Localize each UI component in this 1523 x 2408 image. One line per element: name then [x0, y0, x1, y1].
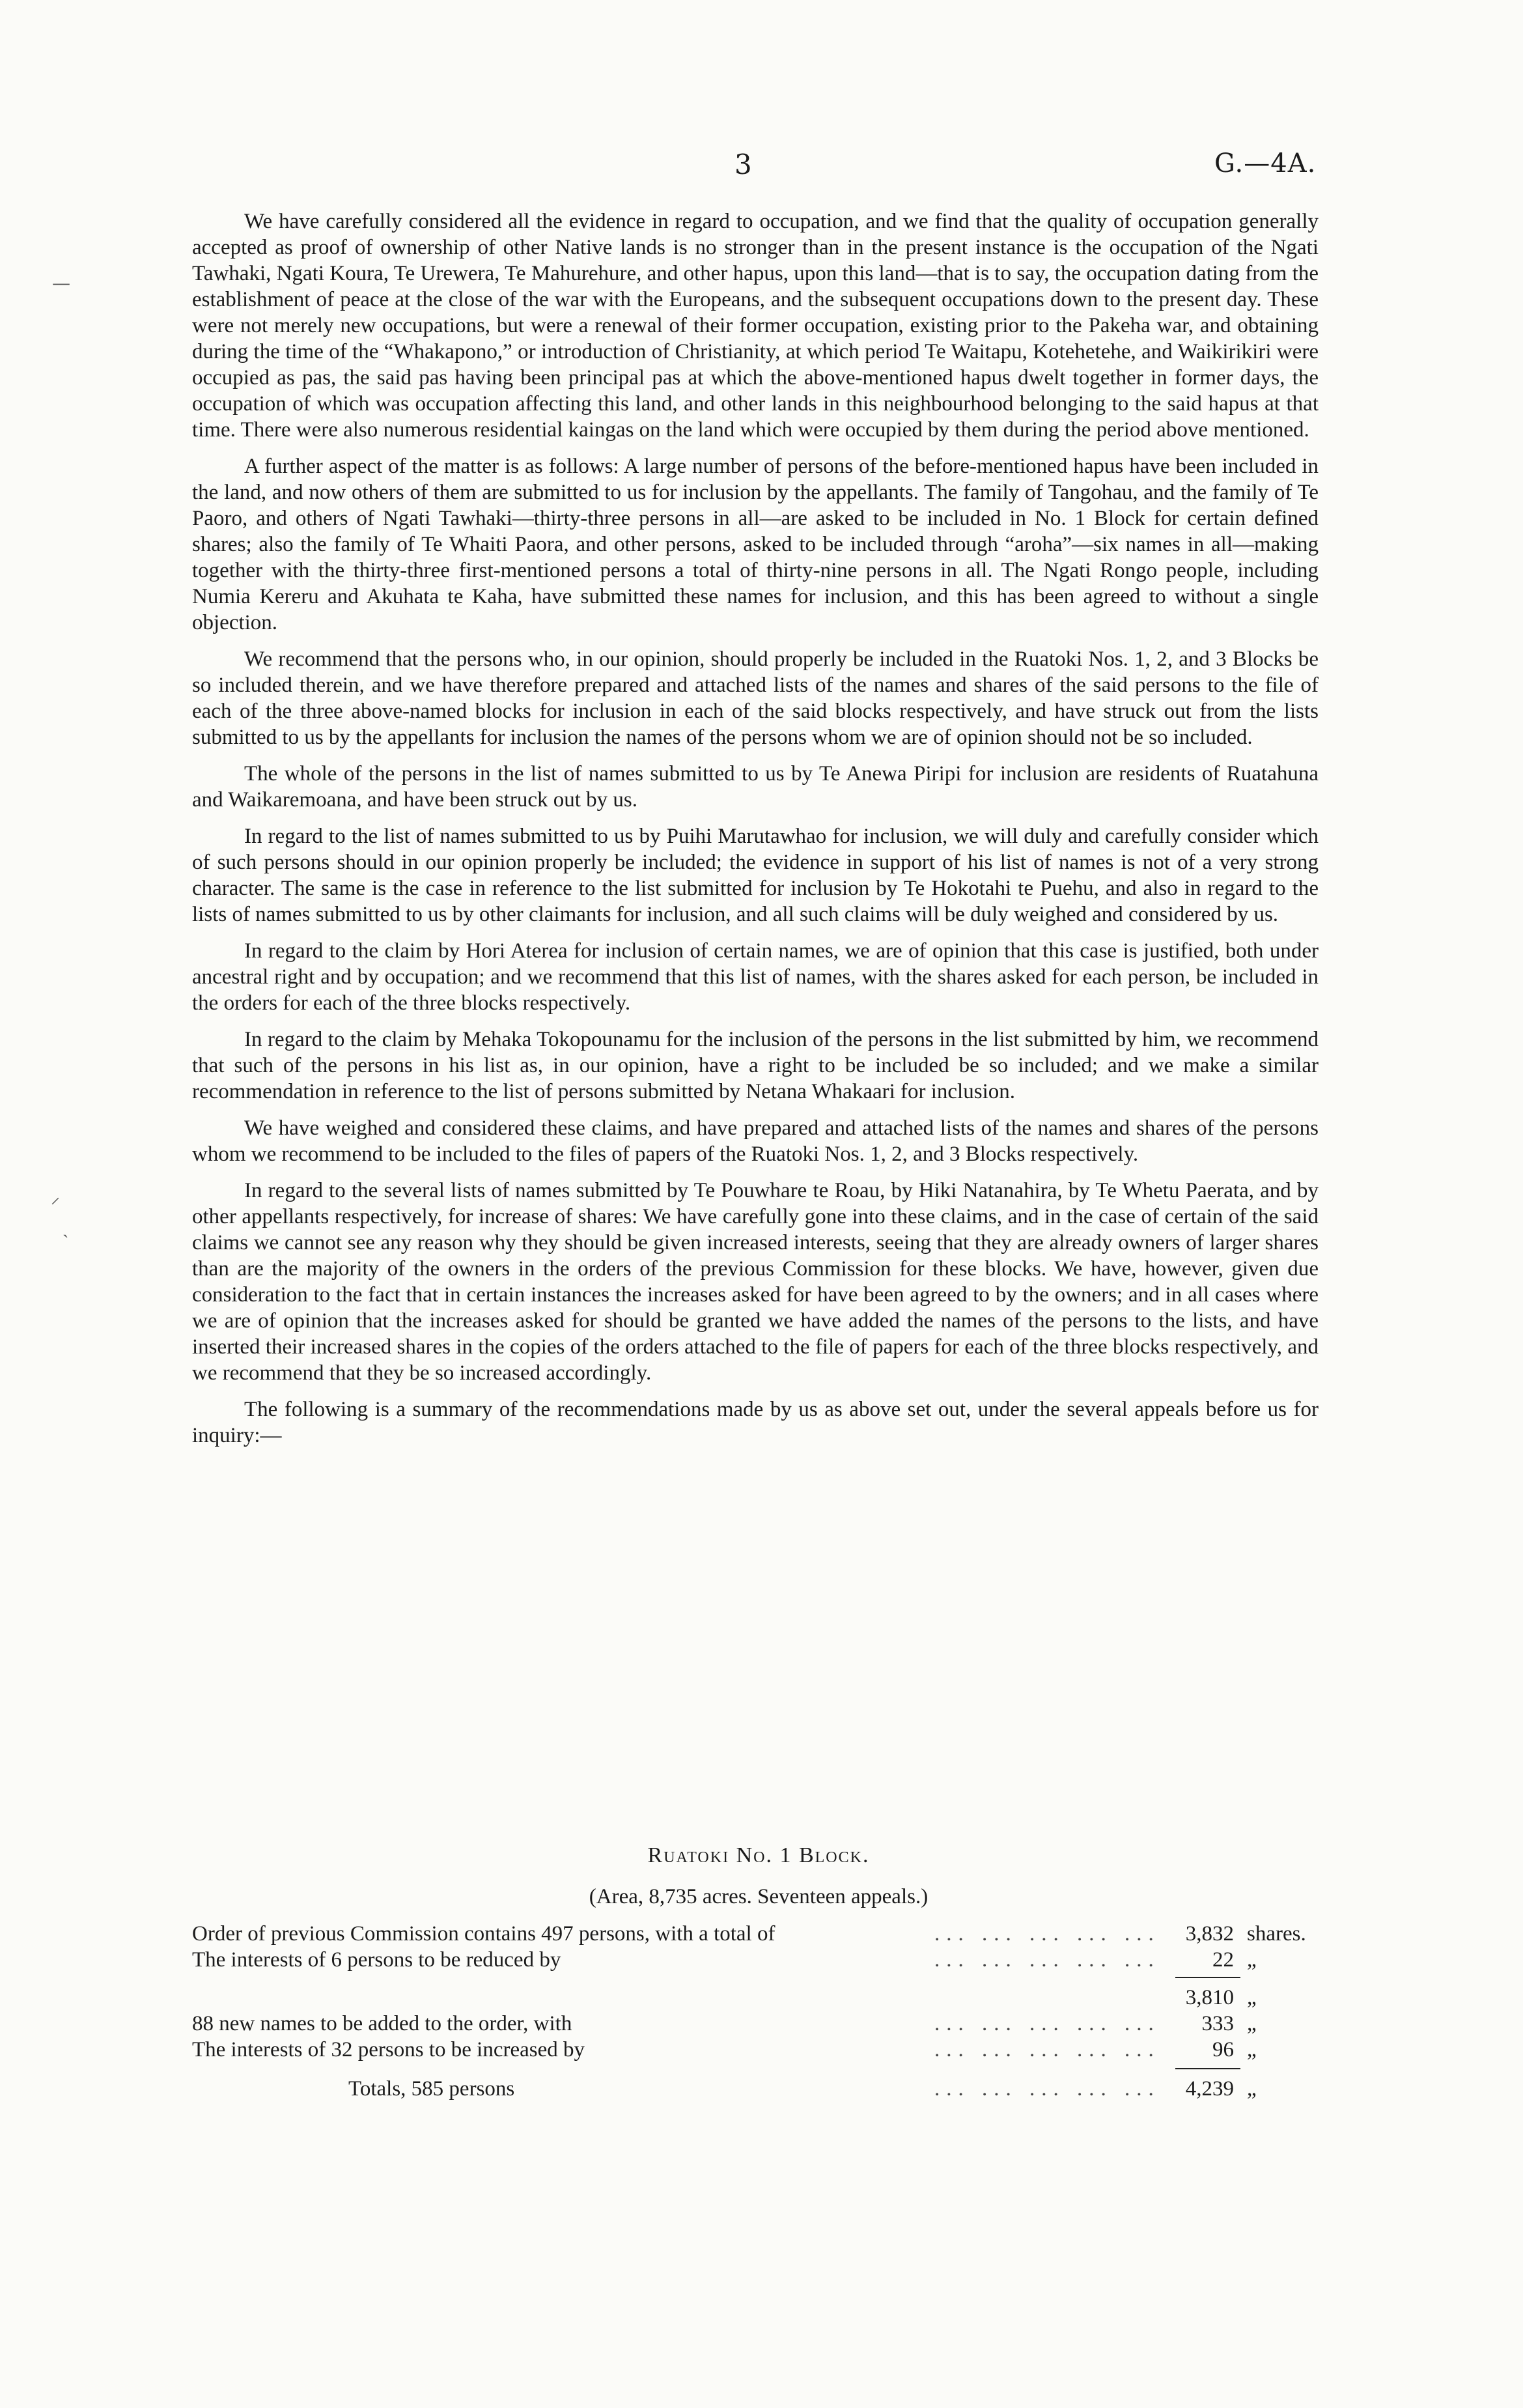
paragraph: We recommend that the persons who, in our opinion, should properly be included in the Ruatoki Nos. 1, 2, and 3 Blocks be so included therein, and we have therefore prepared and attached lists of the names and shares of the said persons to the file of each of the three above-named blocks for inclusion in each of the said blocks respectively, and have struck out from the lists submitted to us by the appellants for inclusion the names of the persons whom we are of opinion should not be so included.: [192, 647, 1319, 749]
row-label: 88 new names to be added to the order, with: [192, 2012, 572, 2035]
leader-dots: ... ... ... ... ...: [934, 1948, 1160, 1972]
paragraph: In regard to the claim by Mehaka Tokopounamu for the inclusion of the persons in the list submitted by him, we recommend that such of the persons in his list as, in our opinion, have a right to be included be so included; and we make a similar recommendation in reference to the list of persons submitted by Netana Whakaari for inclusion.: [192, 1028, 1319, 1103]
row-value: 96: [1212, 2038, 1234, 2061]
leader-dots: ... ... ... ... ...: [934, 1922, 1160, 1946]
paragraph: In regard to the list of names submitted to us by Puihi Marutawhao for inclusion, we will duly and carefully consider which of such persons should in our opinion properly be included; the evidence in support of his list of names is not of a very strong character. The same is the case in reference to the list submitted for inclusion by Te Hokotahi te Puehu, and also in regard to the lists of names submitted to us by other claimants for inclusion, and all such claims will be duly weighed and considered by us.: [192, 825, 1319, 926]
paragraph: A further aspect of the matter is as follows: A large number of persons of the before-mentioned hapus have been included in the land, and now others of them are submitted to us for inclusion by the appellants. The family of Tangohau, and the family of Te Paoro, and others of Ngati Tawhaki—thirty-three persons in all—are asked to be included in No. 1 Block for certain defined shares; also the family of Te Whaiti Paora, and other persons, asked to be included through “aroha”—six names in all—making together with the thirty-three first-mentioned persons a total of thirty-nine persons in all. The Ngati Rongo people, including Numia Kereru and Akuhata te Kaha, have submitted these names for inclusion, and this has been agreed to without a single objection.: [192, 455, 1319, 634]
margin-mark: ⸝: [51, 1186, 61, 1208]
page-number: 3: [734, 149, 752, 180]
row-unit: „: [1247, 2012, 1257, 2035]
row-unit: shares.: [1247, 1922, 1306, 1946]
row-label: Totals, 585 persons: [348, 2077, 515, 2101]
summary-row: [192, 1986, 1325, 2012]
summary-row: [192, 1922, 1325, 1948]
row-label: The interests of 32 persons to be increased by: [192, 2038, 585, 2061]
page-header: [0, 149, 1523, 188]
margin-mark: ˎ: [63, 1217, 69, 1238]
row-value: 22: [1212, 1948, 1234, 1972]
paragraph: In regard to the several lists of names submitted by Te Pouwhare te Roau, by Hiki Natanahira, by Te Whetu Paerata, and by other appellants respectively, for increase of shares: We have carefully gone into these claims, and in the case of certain of the said claims we cannot see any reason why they should be given increased interests, seeing that they are already owners of larger shares than are the majority of the owners in the orders of the previous Commission for these blocks. We have, however, given due consideration to the fact that in certain instances the increases asked for have been agreed to by the owners; and in all cases where we are of opinion that the increases asked for should be granted we have added the names of the persons to the lists, and have inserted their increased shares in the copies of the orders attached to the file of papers for each of the three blocks respectively, and we recommend that they be so increased accordingly.: [192, 1179, 1319, 1385]
rule-container: [192, 1974, 1325, 1986]
leader-dots: ... ... ... ... ...: [934, 2012, 1160, 2035]
summary-row: [192, 2038, 1325, 2064]
total-rule: [1175, 2068, 1240, 2069]
leader-dots: ... ... ... ... ...: [934, 2077, 1160, 2101]
summary-total-row: [192, 2077, 1325, 2103]
summary-row: [192, 2012, 1325, 2038]
row-value: 3,810: [1185, 1986, 1234, 2009]
paragraph: The following is a summary of the recommendations made by us as above set out, under the several appeals before us for inquiry:—: [192, 1398, 1319, 1447]
margin-dash: —: [52, 272, 70, 294]
row-value: 3,832: [1185, 1922, 1234, 1946]
block-subtitle: (Area, 8,735 acres. Seventeen appeals.): [589, 1885, 929, 1908]
summary-row: [192, 1948, 1325, 1974]
body-text: [192, 208, 1319, 1459]
block-title: Ruatoki No. 1 Block.: [647, 1843, 870, 1867]
summary-table: [192, 1843, 1325, 2103]
sum-rule: [1175, 1977, 1240, 1978]
row-unit: „: [1247, 1948, 1257, 1972]
row-unit: „: [1247, 1986, 1257, 2009]
paragraph: We have carefully considered all the evidence in regard to occupation, and we find that the quality of occupation generally accepted as proof of ownership of other Native lands is no stronger than in the present instance is the occupation of the Ngati Tawhaki, Ngati Koura, Te Urewera, Te Mahurehure, and other hapus, upon this land—that is to say, the occupation dating from the establishment of peace at the close of the war with the Europeans, and the subsequent occupations down to the present day. These were not merely new occupations, but were a renewal of their former occupation, existing prior to the Pakeha war, and obtaining during the time of the “Whakapono,” or introduction of Christianity, at which period Te Waitapu, Kotehetehe, and Waikirikiri were occupied as pas, the said pas having been principal pas at which the above-mentioned hapus dwelt together in former days, the occupation of which was occupation affecting this land, and other lands in this neighbourhood belonging to the said hapus at that time. There were also numerous residential kaingas on the land which were occupied by them during the period above mentioned.: [192, 210, 1319, 442]
leader-dots: ... ... ... ... ...: [934, 2038, 1160, 2061]
row-unit: „: [1247, 2077, 1257, 2101]
rule-container: [192, 2064, 1325, 2077]
row-value: 333: [1201, 2012, 1234, 2035]
row-unit: „: [1247, 2038, 1257, 2061]
paragraph: The whole of the persons in the list of names submitted to us by Te Anewa Piripi for inclusion are residents of Ruatahuna and Waikaremoana, and have been struck out by us.: [192, 762, 1319, 812]
row-label: Order of previous Commission contains 497 persons, with a total of: [192, 1922, 775, 1946]
row-label: The interests of 6 persons to be reduced by: [192, 1948, 561, 1972]
document-reference: G.—4A.: [1214, 149, 1317, 178]
paragraph: In regard to the claim by Hori Aterea for inclusion of certain names, we are of opinion that this case is justified, both under ancestral right and by occupation; and we recommend that this list of names, with the shares asked for each person, be included in the orders for each of the three blocks respectively.: [192, 939, 1319, 1015]
paragraph: We have weighed and considered these claims, and have prepared and attached lists of the names and shares of the persons whom we recommend to be included to the files of papers of the Ruatoki Nos. 1, 2, and 3 Blocks respectively.: [192, 1116, 1319, 1166]
row-value: 4,239: [1185, 2077, 1234, 2101]
